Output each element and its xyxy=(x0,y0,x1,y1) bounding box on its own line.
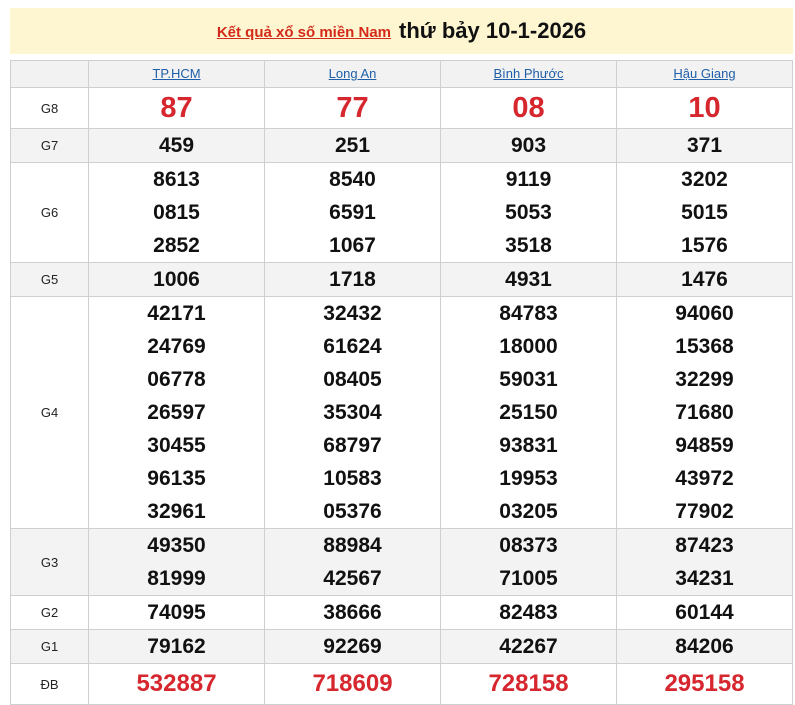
prize-number: 84206 xyxy=(675,635,734,658)
special-prize-number: 728158 xyxy=(488,670,569,697)
prize-number: 371 xyxy=(686,134,723,157)
prize-number: 18000 xyxy=(499,335,558,358)
header-empty-cell xyxy=(11,61,89,88)
province-header-row xyxy=(11,61,793,88)
prize-number: 8613 xyxy=(153,168,200,191)
prize-number: 81999 xyxy=(147,567,206,590)
province-link-binh-phuoc[interactable]: Bình Phước xyxy=(493,66,564,81)
prize-number: 87423 xyxy=(675,534,734,557)
prize-number: 08373 xyxy=(499,534,558,557)
prize-number: 93831 xyxy=(499,434,558,457)
prize-number: 77902 xyxy=(675,500,734,523)
prize-number: 32299 xyxy=(675,368,734,391)
special-prize-number: 532887 xyxy=(136,670,217,697)
prize-label: G5 xyxy=(11,263,89,297)
prize-number: 74095 xyxy=(147,601,206,624)
prize-number: 96135 xyxy=(147,467,206,490)
prize-number: 19953 xyxy=(499,467,558,490)
prize-number: 38666 xyxy=(323,601,382,624)
prize-number: 79162 xyxy=(147,635,206,658)
prize-label: G3 xyxy=(11,529,89,596)
prize-number: 24769 xyxy=(147,335,206,358)
prize-number: 251 xyxy=(334,134,371,157)
prize-number: 06778 xyxy=(147,368,206,391)
prize-number: 84783 xyxy=(499,302,558,325)
province-link-long-an[interactable]: Long An xyxy=(328,66,377,81)
province-link-hau-giang[interactable]: Hậu Giang xyxy=(673,66,736,81)
prize-number: 34231 xyxy=(675,567,734,590)
lottery-results-table xyxy=(10,60,793,705)
prize-number: 5015 xyxy=(681,201,728,224)
prize-number: 59031 xyxy=(499,368,558,391)
prize-number: 42171 xyxy=(147,302,206,325)
prize-number: 1718 xyxy=(329,268,376,291)
prize-number: 0815 xyxy=(153,201,200,224)
prize-row-g8 xyxy=(11,88,793,129)
prize-number: 1476 xyxy=(681,268,728,291)
prize-number: 43972 xyxy=(675,467,734,490)
prize-number: 26597 xyxy=(147,401,206,424)
prize-number: 32961 xyxy=(147,500,206,523)
prize-number: 903 xyxy=(510,134,547,157)
prize-number: 9119 xyxy=(505,168,552,191)
prize-number: 2852 xyxy=(153,234,200,257)
prize-label: G1 xyxy=(11,630,89,664)
prize-number: 1006 xyxy=(153,268,200,291)
prize-row-g4 xyxy=(11,297,793,529)
prize-number: 68797 xyxy=(323,434,382,457)
prize-label: G7 xyxy=(11,129,89,163)
prize-row-g5 xyxy=(11,263,793,297)
prize-number: 3518 xyxy=(505,234,552,257)
prize-number: 4931 xyxy=(505,268,552,291)
prize-number: 71680 xyxy=(675,401,734,424)
prize-label: G4 xyxy=(11,297,89,529)
prize-number: 8540 xyxy=(329,168,376,191)
prize-label: G6 xyxy=(11,163,89,263)
prize-number: 61624 xyxy=(323,335,382,358)
prize-number: 6591 xyxy=(329,201,376,224)
prize-number: 88984 xyxy=(323,534,382,557)
prize-number: 08405 xyxy=(323,368,382,391)
special-prize-number: 295158 xyxy=(664,670,745,697)
prize-number: 94859 xyxy=(675,434,734,457)
prize-number: 82483 xyxy=(499,601,558,624)
prize-label: ĐB xyxy=(11,664,89,705)
prize-number: 3202 xyxy=(681,168,728,191)
prize-number: 32432 xyxy=(323,302,382,325)
prize-number: 03205 xyxy=(499,500,558,523)
prize-number: 77 xyxy=(336,92,369,124)
prize-number: 05376 xyxy=(323,500,382,523)
prize-row-g1 xyxy=(11,630,793,664)
prize-number: 5053 xyxy=(505,201,552,224)
prize-number: 10 xyxy=(688,92,721,124)
prize-row-g3 xyxy=(11,529,793,596)
prize-number: 49350 xyxy=(147,534,206,557)
prize-number: 60144 xyxy=(675,601,734,624)
prize-label: G2 xyxy=(11,596,89,630)
prize-number: 15368 xyxy=(675,335,734,358)
prize-number: 08 xyxy=(512,92,545,124)
prize-number: 87 xyxy=(160,92,193,124)
prize-number: 35304 xyxy=(323,401,382,424)
prize-row-g2 xyxy=(11,596,793,630)
prize-number: 1576 xyxy=(681,234,728,257)
draw-date-title: thứ bảy 10-1-2026 xyxy=(399,18,587,43)
prize-number: 71005 xyxy=(499,567,558,590)
prize-number: 10583 xyxy=(323,467,382,490)
prize-number: 1067 xyxy=(329,234,376,257)
prize-number: 30455 xyxy=(147,434,206,457)
region-results-link[interactable]: Kết quả xổ số miền Nam xyxy=(216,23,392,41)
prize-number: 459 xyxy=(158,134,195,157)
special-prize-number: 718609 xyxy=(312,670,393,697)
province-link-tphcm[interactable]: TP.HCM xyxy=(152,66,201,81)
prize-number: 92269 xyxy=(323,635,382,658)
prize-number: 25150 xyxy=(499,401,558,424)
prize-number: 94060 xyxy=(675,302,734,325)
prize-row-g7 xyxy=(11,129,793,163)
prize-row-g6 xyxy=(11,163,793,263)
page-title-bar xyxy=(10,8,793,54)
prize-number: 42267 xyxy=(499,635,558,658)
prize-row-special xyxy=(11,664,793,705)
prize-label: G8 xyxy=(11,88,89,129)
prize-number: 42567 xyxy=(323,567,382,590)
